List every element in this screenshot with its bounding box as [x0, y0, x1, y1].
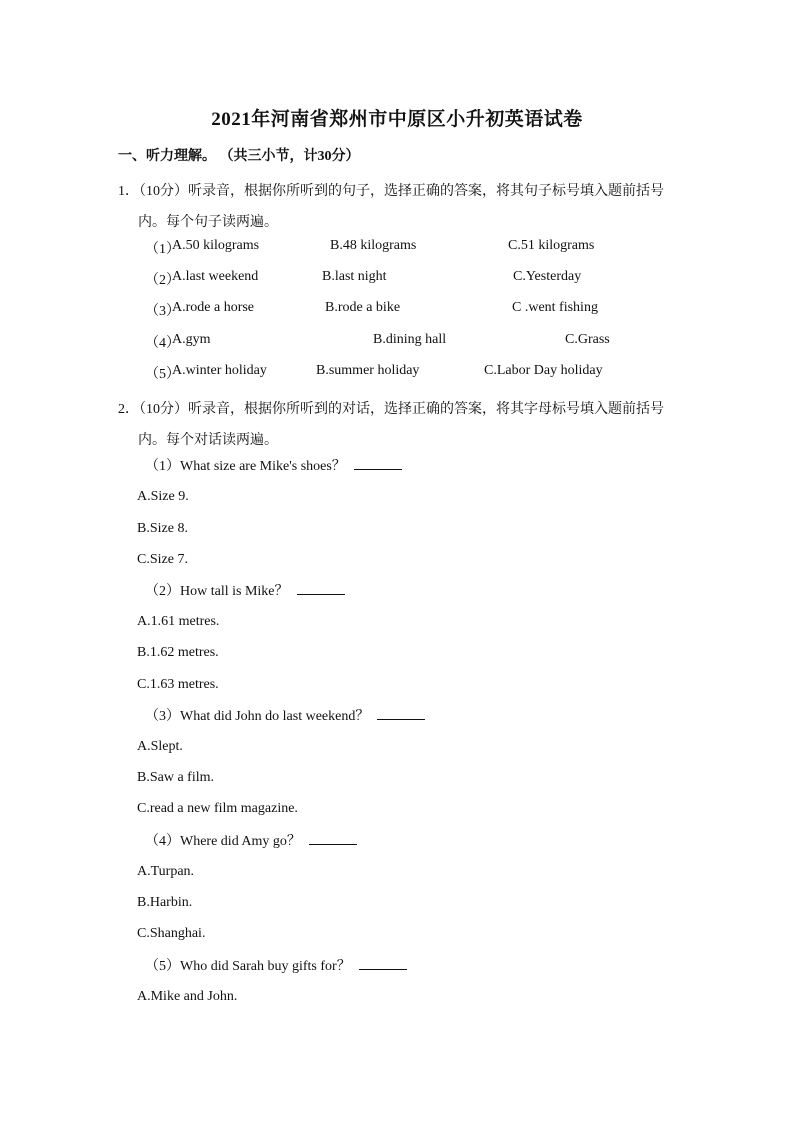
- option-a: A.rode a horse: [172, 300, 255, 315]
- question-2-sub-5: [145, 956, 407, 977]
- answer-blank: [297, 581, 345, 595]
- answer-blank: [309, 831, 357, 845]
- option-c: C.Labor Day holiday: [484, 363, 603, 378]
- question-2-sub-3: [145, 706, 425, 727]
- sub-question-text: （4）Where did Amy go？: [145, 834, 301, 849]
- choice-c: C.read a new film magazine.: [137, 801, 298, 816]
- option-b: B.dining hall: [373, 332, 447, 347]
- section-heading-listening: 一、听力理解。 （共三小节，计30分）: [118, 149, 360, 164]
- question-1-row-1: [145, 238, 685, 258]
- question-1-row-2: [145, 269, 685, 289]
- sub-question-text: （2）How tall is Mike？: [145, 584, 289, 599]
- choice-b: B.1.62 metres.: [137, 645, 219, 660]
- choice-c: C.1.63 metres.: [137, 677, 219, 692]
- question-1-intro-line1: 1．（10分）听录音，根据你所听到的句子，选择正确的答案，将其句子标号填入题前括号: [118, 184, 664, 199]
- answer-blank: [354, 456, 402, 470]
- option-c: C.51 kilograms: [508, 238, 595, 253]
- question-2-instructions: [118, 394, 678, 456]
- question-2-intro-line2: 内。每个对话读两遍。: [138, 433, 278, 448]
- question-2-sub-4: [145, 831, 357, 852]
- option-b: B.summer holiday: [316, 363, 420, 378]
- row-number: （1）: [145, 242, 180, 257]
- option-a: A.gym: [172, 332, 211, 347]
- question-2-intro-line1: 2．（10分）听录音，根据你所听到的对话，选择正确的答案，将其字母标号填入题前括号: [118, 402, 664, 417]
- option-a: A.50 kilograms: [172, 238, 260, 253]
- option-c: C.Grass: [565, 332, 610, 347]
- choice-a: A.Slept.: [137, 739, 183, 754]
- choice-c: C.Shanghai.: [137, 926, 206, 941]
- question-1-instructions: [118, 176, 678, 238]
- choice-a: A.1.61 metres.: [137, 614, 220, 629]
- question-2-sub-2: [145, 581, 345, 602]
- row-number: （4）: [145, 336, 180, 351]
- option-a: A.winter holiday: [172, 363, 267, 378]
- row-number: （3）: [145, 304, 180, 319]
- option-b: B.48 kilograms: [330, 238, 417, 253]
- option-a: A.last weekend: [172, 269, 259, 284]
- choice-c: C.Size 7.: [137, 552, 188, 567]
- question-1-row-5: [145, 363, 685, 383]
- row-number: （5）: [145, 367, 180, 382]
- option-b: B.rode a bike: [325, 300, 401, 315]
- answer-blank: [359, 956, 407, 970]
- page-title: 2021年河南省郑州市中原区小升初英语试卷: [211, 109, 583, 130]
- choice-a: A.Size 9.: [137, 489, 189, 504]
- answer-blank: [377, 706, 425, 720]
- sub-question-text: （5）Who did Sarah buy gifts for？: [145, 959, 351, 974]
- option-c: C.Yesterday: [513, 269, 582, 284]
- question-1-intro-line2: 内。每个句子读两遍。: [138, 215, 278, 230]
- option-c: C .went fishing: [512, 300, 598, 315]
- row-number: （2）: [145, 273, 180, 288]
- sub-question-text: （3）What did John do last weekend？: [145, 709, 370, 724]
- choice-b: B.Size 8.: [137, 521, 188, 536]
- question-2-sub-1: [145, 456, 402, 477]
- choice-a: A.Turpan.: [137, 864, 195, 879]
- question-1-row-4: [145, 332, 685, 352]
- choice-a: A.Mike and John.: [137, 989, 238, 1004]
- choice-b: B.Harbin.: [137, 895, 193, 910]
- sub-question-text: （1）What size are Mike's shoes？: [145, 459, 346, 474]
- question-1-row-3: [145, 300, 685, 320]
- option-b: B.last night: [322, 269, 387, 284]
- choice-b: B.Saw a film.: [137, 770, 214, 785]
